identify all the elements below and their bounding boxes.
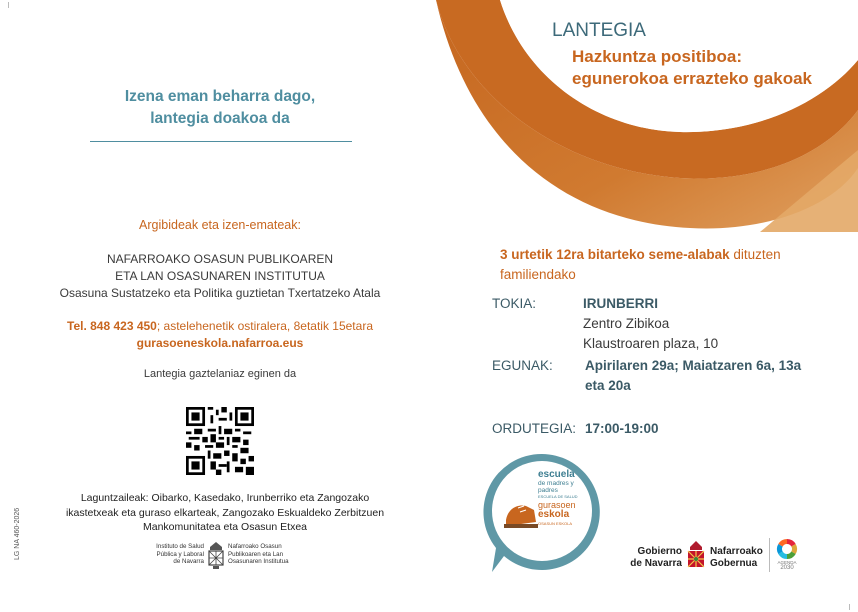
parents-school-logo <box>478 448 606 576</box>
workshop-label: LANTEGIA <box>552 20 646 41</box>
logo-escuela: escuela <box>538 469 575 480</box>
logo-text: Nafarroako Osasun <box>228 543 282 550</box>
logo-madres: de madres y <box>538 480 574 487</box>
days-label: EGUNAK: <box>492 358 553 373</box>
website-link[interactable]: gurasoeneskola.nafarroa.eus <box>136 336 304 350</box>
logo-gurasoen: gurasoen <box>538 500 576 510</box>
logo-text: de Navarra <box>173 558 204 565</box>
days-line: eta 20a <box>585 378 631 393</box>
title-line: egunerokoa errazteko gakoak <box>572 69 812 88</box>
navarra-coat-of-arms-icon <box>686 540 706 572</box>
audience-rest: dituzten <box>729 247 781 262</box>
place-value <box>583 294 718 354</box>
contact-block <box>40 318 400 352</box>
audience-bold: 3 urtetik 12ra bitarteko seme-alabak <box>500 247 730 262</box>
logo-osasun: OSASUN ESKOLA <box>538 521 573 526</box>
logo-eskola: eskola <box>538 509 570 520</box>
crop-mark <box>2 2 9 8</box>
gov-text: Gobernua <box>710 558 758 569</box>
registration-notice <box>60 86 380 130</box>
time-value <box>585 419 659 439</box>
logo-padres: padres <box>538 487 558 494</box>
collaborators <box>60 491 390 535</box>
time-text: 17:00-19:00 <box>585 421 659 436</box>
logo-text: Pública y Laboral <box>156 550 204 558</box>
institute-line: NAFARROAKO OSASUN PUBLIKOAREN <box>106 252 334 266</box>
phone-number[interactable]: Tel. 848 423 450 <box>67 319 157 333</box>
government-logo <box>628 538 808 572</box>
gov-text: de Navarra <box>630 558 682 569</box>
notice-line-1: Izena eman beharra dago, <box>124 88 316 105</box>
agenda-label: AGENDA <box>777 560 797 565</box>
gov-text: Nafarroako <box>710 546 763 557</box>
agenda-2030-wheel-icon <box>776 538 798 560</box>
time-label: ORDUTEGIA: <box>492 421 577 436</box>
divider <box>769 538 770 572</box>
phone-hours: ; astelehenetik ostiralera, 8etatik 15etara <box>156 319 373 333</box>
title-line: Hazkuntza positiboa: <box>572 47 743 66</box>
logo-text: Publikoaren eta Lan <box>228 550 284 558</box>
institute-line: Osasuna Sustatzeko eta Politika guztietan Txertatzeko Atala <box>59 286 381 300</box>
collaborators-line: Laguntzaileak: Oibarko, Kasedako, Irunberriko eta Zangozako <box>80 492 370 504</box>
gov-text: Gobierno <box>637 546 682 557</box>
institute-line: ETA LAN OSASUNAREN INSTITUTUA <box>115 269 325 283</box>
navarra-shield-icon <box>207 541 225 571</box>
crop-mark <box>849 604 856 610</box>
divider <box>90 141 352 142</box>
place-line: Klaustroaren plaza, 10 <box>583 336 719 351</box>
place-label: TOKIA: <box>492 296 537 311</box>
logo-text: Instituto de Salud <box>156 543 204 550</box>
institute-logo <box>146 541 306 573</box>
institute-block <box>40 251 400 302</box>
days-value <box>585 356 801 396</box>
audience-text <box>500 245 830 285</box>
agenda-year: 2030 <box>780 565 794 571</box>
place-line: Zentro Zibikoa <box>583 316 670 331</box>
legal-code: LG NA 460-2026 <box>14 507 21 560</box>
language-note: Lantegia gaztelaniaz eginen da <box>143 368 297 380</box>
workshop-title <box>572 46 812 90</box>
collaborators-line: Mankomunitatea eta Osasun Etxea <box>142 521 307 533</box>
qr-code[interactable] <box>186 407 254 475</box>
info-title: Argibideak eta izen-emateak: <box>139 218 301 232</box>
logo-text: Osasunaren Institutua <box>228 558 289 565</box>
collaborators-line: ikastetxeak eta guraso elkarteak, Zangozako Eskualdeko Zerbitzuen <box>65 506 385 519</box>
notice-line-2: lantegia doakoa da <box>150 110 290 127</box>
days-line: Apirilaren 29a; Maiatzaren 6a, 13a <box>585 358 802 373</box>
logo-salud: ESCUELA DE SALUD <box>538 494 578 499</box>
place-name: IRUNBERRI <box>583 296 659 311</box>
audience-line2: familiendako <box>500 267 576 282</box>
